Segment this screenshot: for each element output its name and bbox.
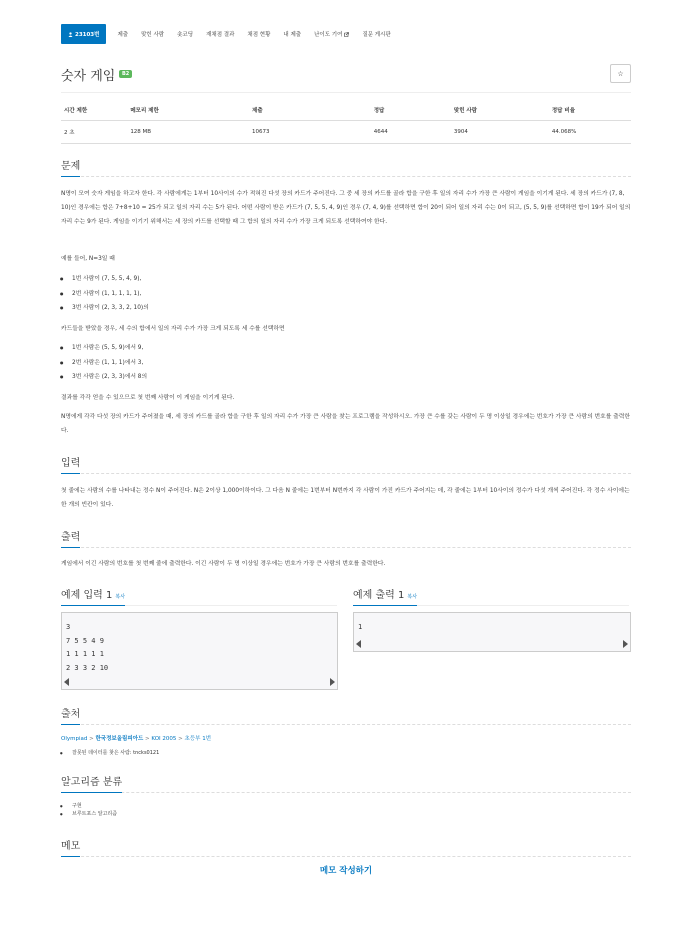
nav-status[interactable]: 채점 현황 [247, 32, 271, 38]
info-header-cell: 정답 [373, 108, 385, 114]
problem-section-header [61, 154, 631, 177]
section-title: 입력 [61, 454, 80, 474]
sample-output-header [353, 583, 629, 606]
output-section-header [61, 525, 631, 548]
section-divider [61, 856, 631, 857]
copy-output-button[interactable]: 복사 [407, 594, 418, 600]
user-icon [68, 32, 73, 37]
section-title: 메모 [61, 837, 80, 857]
input-section-header [61, 451, 631, 474]
source-link-koi[interactable]: 한국정보올림피아드 [95, 736, 144, 742]
info-header-cell: 시간 제한 [64, 108, 88, 114]
section-title: 출처 [61, 705, 80, 725]
sample-input-text [62, 613, 337, 675]
code-line: 1 1 1 1 1 [66, 650, 104, 658]
external-link-icon [344, 32, 349, 37]
tier-badge: B2 [119, 70, 132, 78]
problem-title-row [61, 62, 631, 88]
nav-question-board[interactable]: 질문 게시판 [362, 32, 391, 38]
info-header-row [61, 100, 631, 121]
scroll-left-icon[interactable] [64, 678, 69, 686]
breadcrumb-separator: > [178, 736, 183, 742]
example-list-1 [61, 272, 149, 316]
section-title: 예제 입력 1 복사 [61, 586, 125, 606]
info-header-cell: 메모리 제한 [130, 108, 159, 114]
list-item: ● 2번 사람이 (1, 1, 1, 1, 1), [66, 287, 149, 302]
section-title: 문제 [61, 157, 80, 177]
source-section-header [61, 702, 631, 725]
page-title: 숫자 게임 [61, 69, 116, 84]
section-divider [61, 547, 631, 548]
problem-description-p1: N명이 모여 숫자 게임을 하고자 한다. 각 사람에게는 1부터 10사이의 수가 적혀진 다섯 장의 카드가 주어진다. 그 중 세 장의 카드를 골라 합을 구한 후 일의 자리 수가 가장 큰 사람이 게임을 이기게 된다. 세 장의 카드가 (7, 8, 10)인 경우에는 합은 7+8+10 = 25가 되고 일의 자리 수는 5가 된다. 어떤 사람이 받은 카드가 (7, 5, 5, 4, 9)인 경우 (7, 4, 9)를 선택하면 합이 20이 되어 일의 자리 수는 0이 되고, (5, 5, 9)를 선택하면 합이 19가 되어 일의 자리 수는 9가 된다. 게임을 이기기 위해서는 세 장의 카드를 선택할 때 그 합의 일의 자리 수가 가장 크게 되도록 선택하여야 한다. [61, 191, 631, 225]
info-value-cell: 2 초 [64, 130, 75, 136]
nav-short-coding[interactable]: 숏코딩 [177, 32, 194, 38]
list-item: ● 1번 사람이 (7, 5, 5, 4, 9), [66, 272, 149, 287]
info-value-cell: 44.068% [551, 129, 577, 135]
section-divider [61, 176, 631, 177]
info-header-cell: 제출 [252, 108, 263, 114]
horizontal-scrollbar[interactable] [64, 677, 335, 687]
info-value-cell: 128 MB [130, 129, 152, 135]
algorithm-tag-list [61, 802, 117, 818]
problem-description-p5: N명에게 각각 다섯 장의 카드가 주어졌을 때, 세 장의 카드를 골라 합을 구한 후 일의 자리 수가 가장 큰 사람을 찾는 프로그램을 작성하시오. 가장 큰 수를 갖는 사람이 두 명 이상일 경우에는 번호가 가장 큰 사람의 번호를 출력한다. [61, 414, 630, 434]
sample-input-box[interactable] [61, 612, 338, 690]
problem-description-p2: 예를 들어, N=3일 때 [61, 256, 115, 262]
problem-description-p3: 카드들을 받았을 경우, 세 수의 합에서 일의 자리 수가 가장 크게 되도록 세 수를 선택하면 [61, 326, 285, 332]
section-divider [61, 473, 631, 474]
code-line: 2 3 3 2 10 [66, 663, 109, 672]
sample-output-text [354, 613, 630, 635]
code-line: 7 5 5 4 9 [66, 636, 104, 645]
source-breadcrumb [61, 734, 211, 742]
nav-submit[interactable]: 제출 [117, 32, 129, 38]
star-button[interactable] [610, 64, 631, 83]
list-item: ● 3번 사람이 (2, 3, 3, 2, 10)의 [66, 301, 149, 316]
info-value-cell: 3904 [453, 129, 468, 135]
info-value-cell: 10673 [252, 129, 270, 135]
code-line: 1 [358, 623, 363, 631]
breadcrumb-separator: > [89, 736, 94, 742]
source-extra-list [61, 749, 159, 757]
output-description: 게임에서 이긴 사람의 번호를 첫 번째 줄에 출력한다. 이긴 사람이 두 명 이상일 경우에는 번호가 가장 큰 사람의 번호를 출력한다. [61, 561, 386, 567]
star-icon: ☆ [617, 69, 624, 78]
nav-problem-number[interactable]: 23103번 [61, 24, 106, 44]
section-divider [61, 792, 631, 793]
nav-rejudge-result[interactable]: 재채점 결과 [206, 32, 235, 38]
scroll-right-icon[interactable] [623, 640, 628, 648]
algorithm-section-header [61, 770, 631, 793]
input-description: 첫 줄에는 사람의 수를 나타내는 정수 N이 주어진다. N은 2이상 1,000이하이다. 그 다음 N 줄에는 1번부터 N번까지 각 사람이 가진 카드가 주어지는 데, 각 줄에는 1부터 10사이의 정수가 다섯 개씩 주어진다. 각 정수 사이에는 한 개의 빈칸이 있다. [61, 488, 630, 508]
scroll-left-icon[interactable] [356, 640, 361, 648]
nav-difficulty-contribution[interactable]: 난이도 기여 [314, 24, 349, 44]
source-link-elementary-1[interactable]: 초등부 1번 [184, 736, 212, 742]
nav-solved-users[interactable]: 맞힌 사람 [141, 32, 165, 38]
list-item: ● 잘못된 데이터를 찾은 사람: tncks0121 [66, 749, 159, 757]
memo-section-header [61, 834, 631, 857]
copy-input-button[interactable]: 복사 [115, 594, 126, 600]
info-value-row [61, 121, 631, 144]
section-title: 예제 출력 1 복사 [353, 586, 417, 606]
source-link-olympiad[interactable]: Olympiad [61, 736, 88, 742]
problem-menu [61, 24, 404, 44]
title-divider [61, 92, 631, 93]
list-item: ● 2번 사람은 (1, 1, 1)에서 3, [66, 356, 147, 371]
write-memo-button[interactable]: 메모 작성하기 [319, 866, 373, 876]
code-line: 3 [66, 623, 71, 631]
example-list-2 [61, 341, 147, 385]
section-divider [61, 724, 631, 725]
info-value-cell: 4644 [373, 129, 388, 135]
problem-info-table [61, 100, 631, 144]
scroll-right-icon[interactable] [330, 678, 335, 686]
nav-my-submissions[interactable]: 내 제출 [283, 32, 302, 38]
section-title: 출력 [61, 528, 80, 548]
breadcrumb-separator: > [145, 736, 150, 742]
problem-description-p4: 결과를 각각 얻을 수 있으므로 첫 번째 사람이 이 게임을 이기게 된다. [61, 395, 235, 401]
source-link-koi-2005[interactable]: KOI 2005 [151, 736, 177, 742]
sample-output-box[interactable] [353, 612, 631, 652]
algorithm-tag[interactable]: ● 브루트포스 알고리즘 [66, 810, 117, 818]
list-item: ● 1번 사람은 (5, 5, 9)에서 9, [66, 341, 147, 356]
algorithm-tag[interactable]: ● 구현 [66, 802, 117, 810]
sample-input-header [61, 583, 337, 606]
section-title: 알고리즘 분류 [61, 773, 122, 793]
info-header-cell: 맞힌 사람 [453, 108, 478, 114]
list-item: ● 3번 사람은 (2, 3, 3)에서 8의 [66, 370, 147, 385]
info-header-cell: 정답 비율 [551, 108, 576, 114]
horizontal-scrollbar[interactable] [356, 639, 628, 649]
